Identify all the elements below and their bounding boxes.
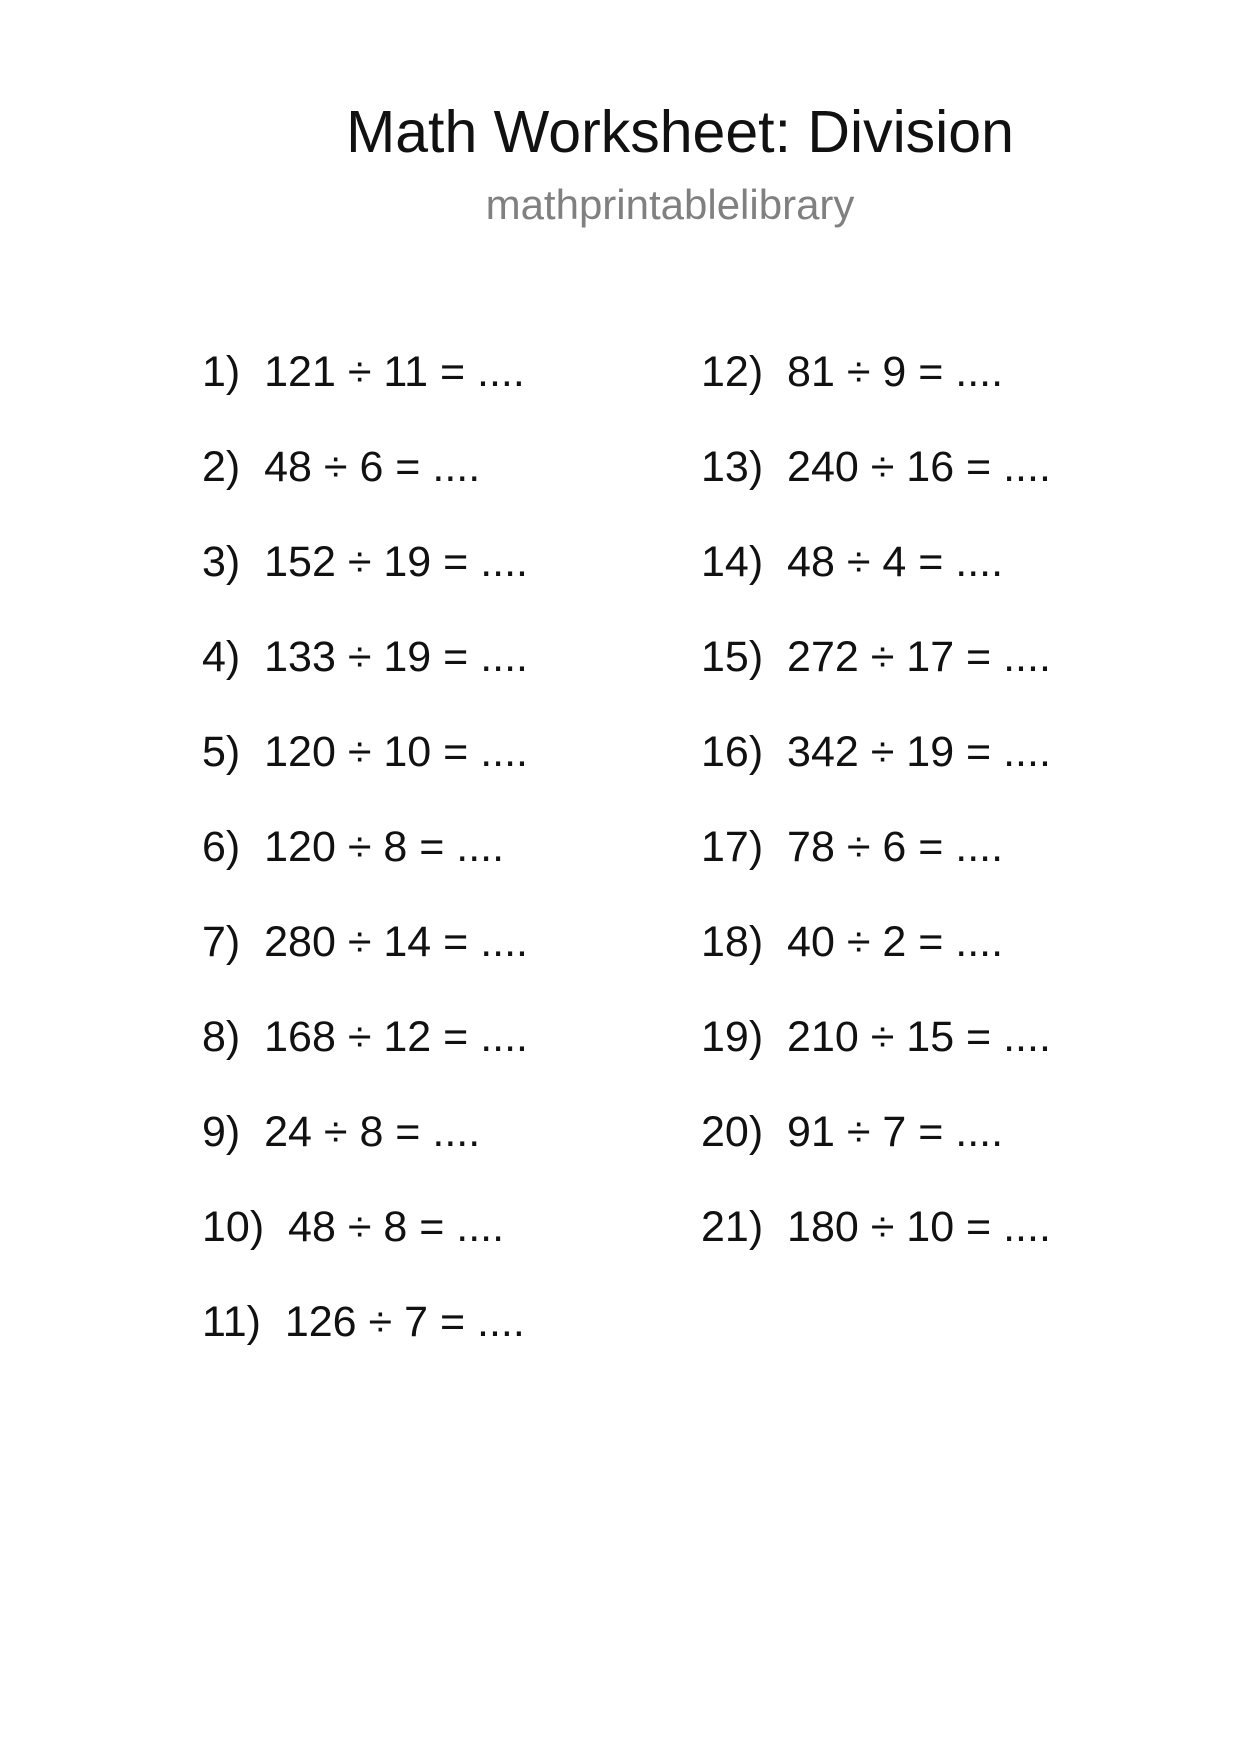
- problem-item: 15) 272 ÷ 17 = ....: [701, 633, 1051, 681]
- problem-item: 11) 126 ÷ 7 = ....: [202, 1298, 525, 1346]
- problem-item: 4) 133 ÷ 19 = ....: [202, 633, 528, 681]
- problem-item: 14) 48 ÷ 4 = ....: [701, 538, 1004, 586]
- problem-item: 2) 48 ÷ 6 = ....: [202, 443, 481, 491]
- problem-item: 19) 210 ÷ 15 = ....: [701, 1013, 1051, 1061]
- problem-item: 16) 342 ÷ 19 = ....: [701, 728, 1051, 776]
- problem-item: 20) 91 ÷ 7 = ....: [701, 1108, 1004, 1156]
- problem-item: 5) 120 ÷ 10 = ....: [202, 728, 528, 776]
- problem-item: 7) 280 ÷ 14 = ....: [202, 918, 528, 966]
- problem-item: 9) 24 ÷ 8 = ....: [202, 1108, 481, 1156]
- problem-item: 18) 40 ÷ 2 = ....: [701, 918, 1004, 966]
- problems-column-right: [701, 346, 1051, 1296]
- problem-item: 12) 81 ÷ 9 = ....: [701, 348, 1004, 396]
- page-subtitle: mathprintablelibrary: [485, 181, 855, 228]
- problem-item: 6) 120 ÷ 8 = ....: [202, 823, 505, 871]
- problem-item: 3) 152 ÷ 19 = ....: [202, 538, 528, 586]
- problem-item: 10) 48 ÷ 8 = ....: [202, 1203, 505, 1251]
- problem-item: 21) 180 ÷ 10 = ....: [701, 1203, 1051, 1251]
- problem-item: 17) 78 ÷ 6 = ....: [701, 823, 1004, 871]
- problem-item: 1) 121 ÷ 11 = ....: [202, 348, 525, 396]
- problems-column-left: [202, 346, 528, 1391]
- problem-item: 13) 240 ÷ 16 = ....: [701, 443, 1051, 491]
- page-title: Math Worksheet: Division: [346, 99, 1014, 165]
- problem-item: 8) 168 ÷ 12 = ....: [202, 1013, 528, 1061]
